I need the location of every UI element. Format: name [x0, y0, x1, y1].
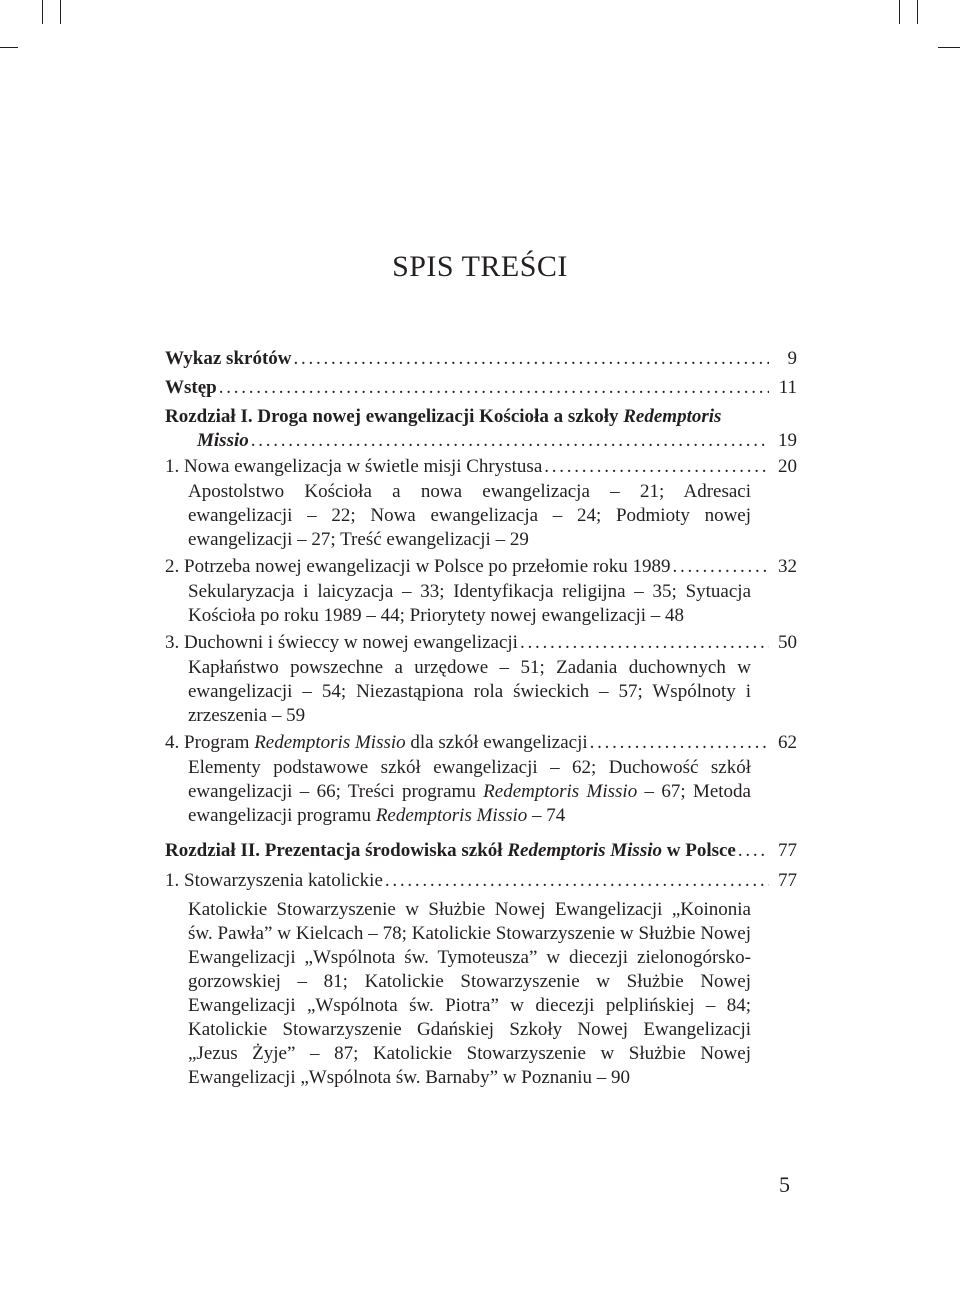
section-label: 1. Stowarzyszenia katolickie: [165, 870, 383, 891]
toc-entry-rozdzial-2[interactable]: [165, 840, 797, 864]
section-label: 3. Duchowni i świeccy w nowej ewangelizacji: [165, 632, 518, 653]
toc-page-number: 77: [778, 870, 797, 891]
chapter-label: Rozdział I. Droga nowej ewangelizacji Kościoła a szkoły Redemptoris: [165, 406, 722, 427]
dot-leader: [385, 870, 769, 892]
table-of-contents: [165, 348, 797, 1090]
dot-leader: [590, 732, 769, 754]
toc-page-number: 62: [778, 732, 797, 753]
page-title: SPIS TREŚCI: [392, 250, 568, 283]
section-label: 2. Potrzeba nowej ewangelizacji w Polsce po przełomie roku 1989: [165, 556, 671, 577]
dot-leader: [544, 456, 769, 478]
toc-entry-section-3[interactable]: [165, 632, 797, 728]
chapter-label-continued: Missio: [197, 430, 249, 451]
toc-entry-r2-section-1[interactable]: [165, 870, 797, 1090]
toc-page-number: 9: [787, 348, 797, 369]
dot-leader: [219, 377, 769, 399]
crop-mark: [0, 47, 18, 48]
dot-leader: [251, 430, 769, 452]
toc-page-number: 11: [778, 377, 797, 398]
toc-entry-section-1[interactable]: [165, 456, 797, 552]
dot-leader: [520, 632, 769, 654]
page-number: 5: [779, 1172, 790, 1197]
toc-page-number: 19: [778, 430, 797, 451]
dot-leader: [738, 840, 769, 862]
toc-entry-section-4[interactable]: [165, 732, 797, 828]
section-description: Katolickie Stowarzyszenie w Służbie Nowej Ewangelizacji „Koinonia św. Pawła” w Kielcach – 78; Katolickie Stowarzyszenie w Służbie Nowej Ewangelizacji „Wspólnota św. Tymoteusza” w diecezji zielonogórsko-gorzowskiej – 81; Katolickie Stowarzyszenie w Służbie Nowej Ewangelizacji „Wspólnota św. Piotra” w diecezji pelplińskiej – 84; Katolickie Stowarzyszenie Gdańskiej Szkoły Nowej Ewangelizacji „Jezus Żyje” – 87; Katolickie Stowarzyszenie w Służbie Nowej Ewangelizacji „Wspólnota św. Barnaby” w Poznaniu – 90: [188, 899, 751, 1088]
toc-entry-section-2[interactable]: [165, 556, 797, 628]
toc-page-number: 20: [778, 456, 797, 477]
section-label: 1. Nowa ewangelizacja w świetle misji Chrystusa: [165, 456, 543, 477]
dot-leader: [294, 348, 770, 370]
section-description: Kapłaństwo powszechne a urzędowe – 51; Zadania duchownych w ewangelizacji – 54; Niezastąpiona rola świeckich – 57; Wspólnoty i zrzeszenia – 59: [188, 657, 751, 726]
toc-entry-wykaz[interactable]: [165, 348, 797, 372]
chapter-label: Rozdział II. Prezentacja środowiska szkół Redemptoris Missio w Polsce: [165, 840, 736, 861]
toc-entry-rozdzial-1[interactable]: [165, 406, 797, 454]
crop-mark: [938, 47, 960, 48]
section-description: Sekularyzacja i laicyzacja – 33; Identyfikacja religijna – 35; Sytuacja Kościoła po roku 1989 – 44; Priorytety nowej ewangelizacji – 48: [188, 581, 751, 626]
crop-mark: [42, 0, 43, 24]
section-description: Apostolstwo Kościoła a nowa ewangelizacja – 21; Adresaci ewangelizacji – 22; Nowa ewangelizacja – 24; Podmioty nowej ewangelizacji – 27; Treść ewangelizacji – 29: [188, 481, 751, 550]
crop-mark: [917, 0, 918, 24]
crop-mark: [60, 0, 61, 24]
dot-leader: [672, 556, 769, 578]
toc-entry-label: Wstęp: [165, 377, 217, 398]
crop-mark: [899, 0, 900, 24]
toc-entry-label: Wykaz skrótów: [165, 348, 292, 369]
toc-page-number: 50: [778, 632, 797, 653]
toc-page-number: 32: [778, 556, 797, 577]
section-description: Elementy podstawowe szkół ewangelizacji – 62; Duchowość szkół ewangelizacji – 66; Treści programu Redemptoris Missio – 67; Metoda ewangelizacji programu Redemptoris Missio – 74: [188, 757, 751, 826]
toc-entry-wstep[interactable]: [165, 377, 797, 401]
section-label: 4. Program Redemptoris Missio dla szkół ewangelizacji: [165, 732, 588, 753]
toc-page-number: 77: [778, 840, 797, 861]
